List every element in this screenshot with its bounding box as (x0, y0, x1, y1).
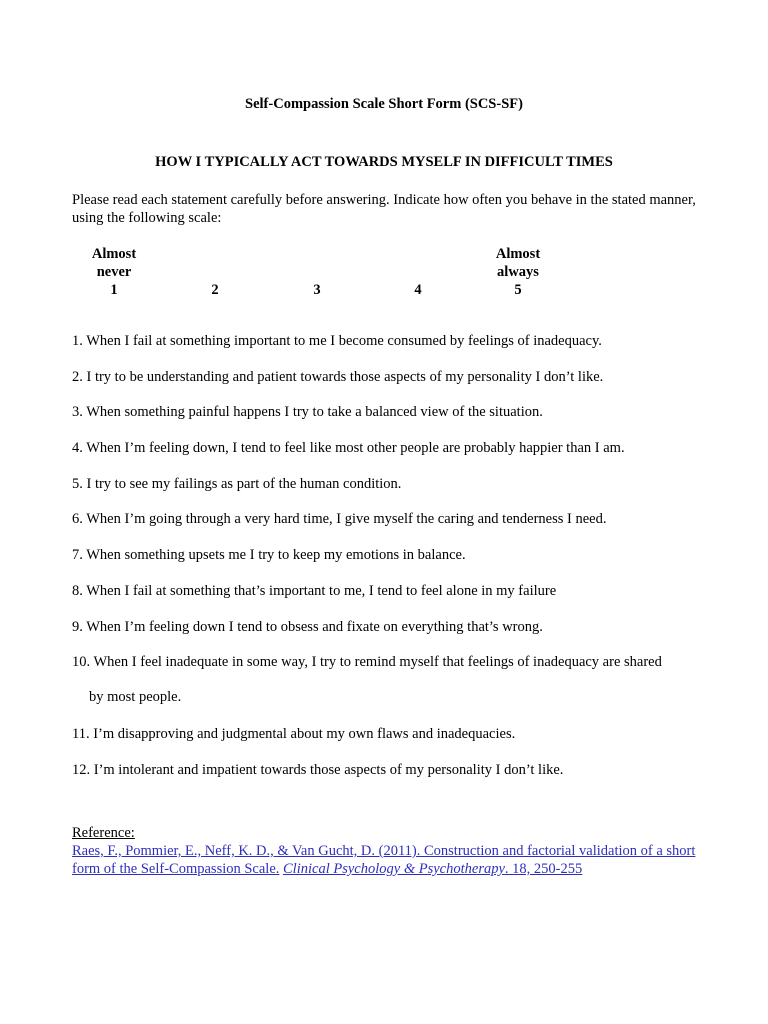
item-7: 7. When something upsets me I try to keep my emotions in balance. (72, 547, 466, 563)
document-title: Self-Compassion Scale Short Form (SCS-SF) (245, 96, 523, 112)
item-10-text: 10. When I feel inadequate in some way, I try to remind myself that feelings of inadequacy are shared (72, 654, 662, 670)
rating-scale (0, 245, 768, 305)
reference-citation[interactable] (72, 842, 712, 878)
item-10 (72, 654, 662, 706)
item-9: 9. When I’m feeling down I tend to obsess and fixate on everything that’s wrong. (72, 619, 543, 635)
item-1: 1. When I fail at something important to me I become consumed by feelings of inadequacy. (72, 333, 602, 349)
scale-number-4: 4 (414, 282, 422, 298)
reference-link-part1[interactable]: Raes, F., Pommier, E., Neff, K. D., & Van Gucht, D. (2011). Construction and factorial validation of a short form of the Self-Compassion Scale. (72, 843, 696, 877)
item-11: 11. I’m disapproving and judgmental about my own flaws and inadequacies. (72, 726, 516, 742)
reference-label: Reference: (72, 825, 135, 841)
scale-number-5: 5 (514, 282, 522, 298)
scale-point-1 (74, 245, 154, 299)
scale-point-4 (378, 281, 458, 299)
scale-number-3: 3 (313, 282, 321, 298)
scale-low-label-line2: never (96, 264, 132, 280)
scale-number-2: 2 (211, 282, 219, 298)
scale-point-2 (175, 281, 255, 299)
item-6: 6. When I’m going through a very hard time, I give myself the caring and tenderness I need. (72, 511, 607, 527)
document-subtitle: HOW I TYPICALLY ACT TOWARDS MYSELF IN DIFFICULT TIMES (155, 154, 613, 170)
scale-low-label-line1: Almost (91, 246, 137, 262)
item-8: 8. When I fail at something that’s important to me, I tend to feel alone in my failure (72, 583, 557, 599)
scale-point-5 (478, 245, 558, 299)
item-3: 3. When something painful happens I try to take a balanced view of the situation. (72, 404, 543, 420)
item-4: 4. When I’m feeling down, I tend to feel like most other people are probably happier than I am. (72, 440, 625, 456)
scale-number-1: 1 (110, 282, 118, 298)
scale-high-label-line1: Almost (495, 246, 541, 262)
item-2: 2. I try to be understanding and patient towards those aspects of my personality I don’t like. (72, 369, 604, 385)
scale-high-label-line2: always (497, 264, 539, 280)
reference-journal-link[interactable]: Clinical Psychology & Psychotherapy (283, 861, 505, 877)
reference-section (72, 824, 712, 878)
reference-link-part2[interactable]: . 18, 250-255 (504, 861, 583, 877)
item-12: 12. I’m intolerant and impatient towards those aspects of my personality I don’t like. (72, 762, 564, 778)
item-10-continuation: by most people. (89, 689, 182, 705)
instructions-text: Please read each statement carefully before answering. Indicate how often you behave in the stated manner, using the following scale: (72, 192, 696, 226)
item-5: 5. I try to see my failings as part of the human condition. (72, 476, 402, 492)
scale-point-3 (277, 281, 357, 299)
